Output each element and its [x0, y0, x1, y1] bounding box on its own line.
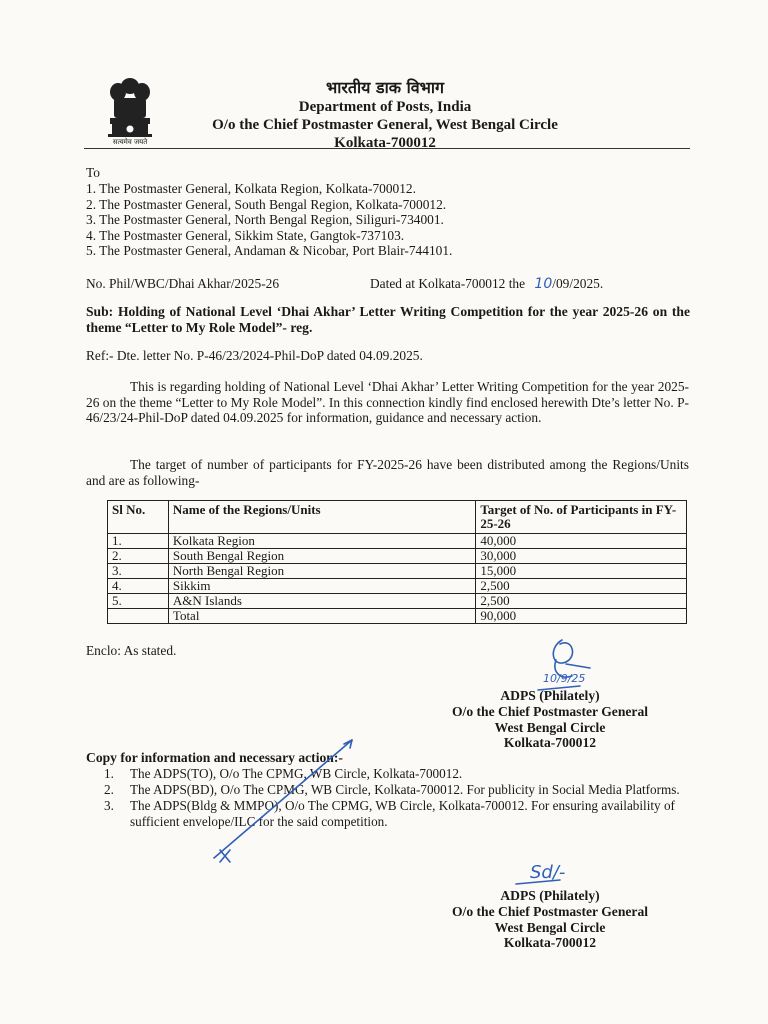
table-cell: 2,500 — [476, 594, 687, 609]
letterhead — [170, 76, 600, 152]
letter-reference-line — [86, 276, 686, 292]
table-row — [108, 564, 687, 579]
enclosure-note: Enclo: As stated. — [86, 643, 177, 658]
body-paragraph-2 — [86, 457, 689, 488]
table-cell: 90,000 — [476, 609, 687, 624]
addressee-item: 3. The Postmaster General, North Bengal Region, Siliguri-734001. — [86, 212, 444, 228]
signatory-designation: ADPS (Philately) — [500, 688, 600, 703]
copy-item — [104, 766, 692, 781]
signatory-office: O/o the Chief Postmaster General — [451, 703, 649, 719]
table-row — [108, 549, 687, 564]
copy-item-text: The ADPS(Bldg & MMPO), O/o The CPMG, WB Circle, Kolkata-700012. For ensuring availability of sufficient envelope/ILC for the said competition. — [130, 798, 675, 829]
table-cell: Total — [168, 609, 475, 624]
addressee-item: 4. The Postmaster General, Sikkim State, Gangtok-737103. — [86, 227, 405, 243]
copy-to-title: Copy for information and necessary action:- — [86, 750, 343, 765]
paragraph-1-text: This is regarding holding of National Level ‘Dhai Akhar’ Letter Writing Competition for the year 2025-26 on the theme “Letter to My Role Model”. In this connection kindly find enclosed herewith Dte’s letter No. P-46/23/24-Phil-DoP dated 04.09.2025 for information, guidance and necessary action. — [86, 379, 689, 426]
table-cell: Kolkata Region — [168, 534, 475, 549]
table-total-row — [108, 609, 687, 624]
copy-item — [104, 798, 692, 828]
table-cell: 3. — [108, 564, 169, 579]
subject-line: Sub: Holding of National Level ‘Dhai Akhar’ Letter Writing Competition for the year 2025-26 on the theme “Letter to My Role Model”- reg. — [86, 304, 690, 335]
body-paragraph-1 — [86, 379, 689, 426]
table-cell: 4. — [108, 579, 169, 594]
table-cell: 30,000 — [476, 549, 687, 564]
copy-to-list — [104, 766, 692, 830]
addressee-item: 5. The Postmaster General, Andaman & Nicobar, Port Blair-744101. — [86, 243, 453, 259]
table-cell: 2,500 — [476, 579, 687, 594]
addressee-item: 1. The Postmaster General, Kolkata Region, Kolkata-700012. — [86, 181, 416, 196]
column-header: Target of No. of Participants in FY-25-26 — [476, 501, 687, 534]
dated-day-handwritten: 10 — [534, 276, 553, 292]
table-cell: A&N Islands — [168, 594, 475, 609]
table-header-row — [108, 501, 687, 534]
signatory-office: O/o the Chief Postmaster General — [451, 903, 649, 919]
table-cell: 2. — [108, 549, 169, 564]
copy-item-number: 1. — [104, 766, 114, 781]
table-row — [108, 579, 687, 594]
hindi-title: भारतीय डाक विभाग — [325, 78, 445, 97]
office-name: O/o the Chief Postmaster General, West Bengal Circle — [212, 117, 558, 133]
reference-line: Ref:- Dte. letter No. P-46/23/2024-Phil-DoP dated 04.09.2025. — [86, 348, 423, 363]
letter-number: No. Phil/WBC/Dhai Akhar/2025-26 — [86, 276, 280, 291]
table-cell: 15,000 — [476, 564, 687, 579]
table-cell: South Bengal Region — [168, 549, 475, 564]
signatory-designation: ADPS (Philately) — [500, 888, 600, 903]
table-cell: 40,000 — [476, 534, 687, 549]
signatory-circle: West Bengal Circle — [494, 919, 606, 935]
signatory-circle: West Bengal Circle — [494, 719, 606, 735]
office-city: Kolkata-700012 — [334, 135, 436, 151]
column-header: Name of the Regions/Units — [168, 501, 475, 534]
table-row — [108, 594, 687, 609]
signature-2-handwritten: Sd/- — [530, 862, 566, 883]
signature-block — [420, 688, 680, 751]
emblem-motto: सत्यमेव जयते — [112, 138, 148, 146]
participants-target-table — [107, 500, 687, 624]
table-cell: Sikkim — [168, 579, 475, 594]
addressee-list — [86, 181, 686, 259]
signature-block-2 — [420, 888, 680, 951]
letter-date — [370, 276, 603, 293]
copy-item-text: The ADPS(TO), O/o The CPMG, WB Circle, Kolkata-700012. — [130, 766, 463, 781]
department-name: Department of Posts, India — [298, 99, 472, 115]
addressee-item: 2. The Postmaster General, South Bengal Region, Kolkata-700012. — [86, 196, 447, 212]
to-label: To — [86, 165, 100, 180]
signatory-city: Kolkata-700012 — [503, 735, 597, 751]
signatory-city: Kolkata-700012 — [503, 935, 597, 951]
table-cell: 5. — [108, 594, 169, 609]
copy-item-text: The ADPS(BD), O/o The CPMG, WB Circle, Kolkata-700012. For publicity in Social Media Platforms. — [130, 782, 680, 798]
table-cell — [108, 609, 169, 624]
cross-mark-icon — [220, 850, 230, 862]
copy-item-number: 3. — [104, 798, 114, 814]
signature-date-handwritten: 10/9/25 — [543, 672, 586, 685]
copy-item-number: 2. — [104, 782, 114, 798]
header-divider — [84, 148, 690, 149]
table-row — [108, 534, 687, 549]
copy-item — [104, 782, 692, 797]
table-cell: North Bengal Region — [168, 564, 475, 579]
paragraph-2-text: The target of number of participants for FY-2025-26 have been distributed among the Regions/Units and are as following- — [86, 457, 689, 488]
forwarding-arrow-icon — [344, 740, 352, 748]
national-emblem-icon — [100, 72, 160, 152]
column-header: Sl No. — [108, 501, 169, 534]
dated-prefix: Dated at Kolkata-700012 the — [370, 276, 526, 291]
table-cell: 1. — [108, 534, 169, 549]
dated-rest: /09/2025. — [552, 276, 604, 291]
